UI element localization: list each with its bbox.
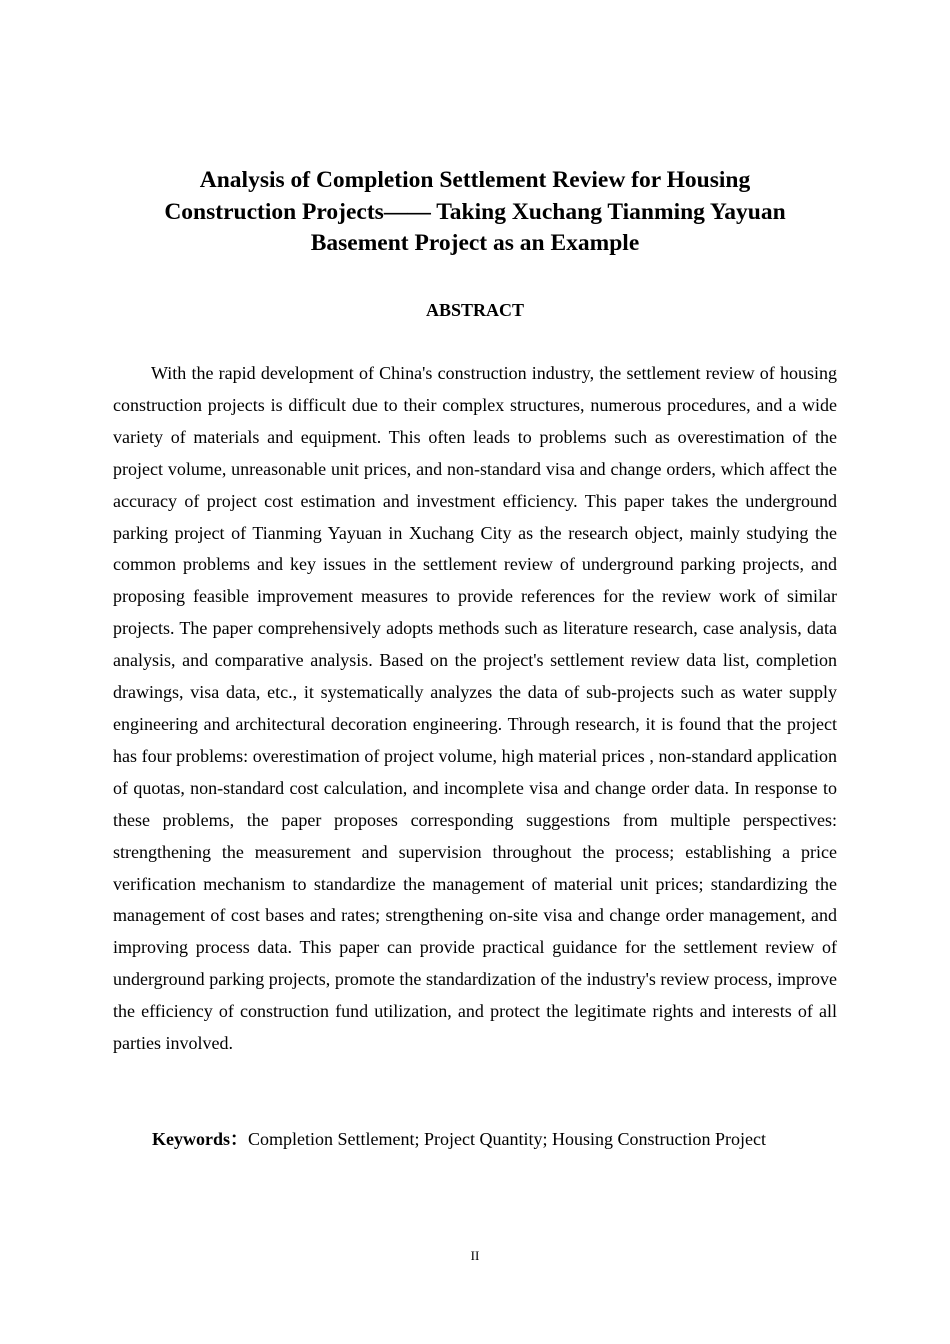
- title-line-1: Analysis of Completion Settlement Review for Housing: [199, 167, 751, 193]
- paper-title: [110, 165, 840, 260]
- title-line-3: Basement Project as an Example: [310, 230, 640, 256]
- keywords-label: Keywords：: [152, 1129, 248, 1149]
- abstract-paragraph: With the rapid development of China's construction industry, the settlement review of housing construction projects is difficult due to their complex structures, numerous procedures, and a wide variety of materials and equipment. This often leads to problems such as overestimation of the project volume, unreasonable unit prices, and non-standard visa and change orders, which affect the accuracy of project cost estimation and investment efficiency. This paper takes the underground parking project of Tianming Yayuan in Xuchang City as the research object, mainly studying the common problems and key issues in the settlement review of underground parking projects, and proposing feasible improvement measures to provide references for the review work of similar projects. The paper comprehensively adopts methods such as literature research, case analysis, data analysis, and comparative analysis. Based on the project's settlement review data list, completion drawings, visa data, etc., it systematically analyzes the data of sub-projects such as water supply engineering and architectural decoration engineering. Through research, it is found that the project has four problems: overestimation of project volume, high material prices , non-standard application of quotas, non-standard cost calculation, and incomplete visa and change order data. In response to these problems, the paper proposes corresponding suggestions from multiple perspectives: strengthening the measurement and supervision throughout the process; establishing a price verification mechanism to standardize the management of material unit prices; standardizing the management of cost bases and rates; strengthening on-site visa and change order management, and improving process data. This paper can provide practical guidance for the settlement review of underground parking projects, promote the standardization of the industry's review process, improve the efficiency of construction fund utilization, and protect the legitimate rights and interests of all parties involved.: [113, 363, 837, 1054]
- abstract-heading: ABSTRACT: [425, 300, 525, 320]
- keywords-text: Completion Settlement; Project Quantity; Housing Construction Project: [248, 1129, 766, 1149]
- page-number: II: [470, 1248, 480, 1263]
- keywords-line: [152, 1125, 852, 1153]
- title-line-2: Construction Projects—— Taking Xuchang Tianming Yayuan: [164, 198, 786, 225]
